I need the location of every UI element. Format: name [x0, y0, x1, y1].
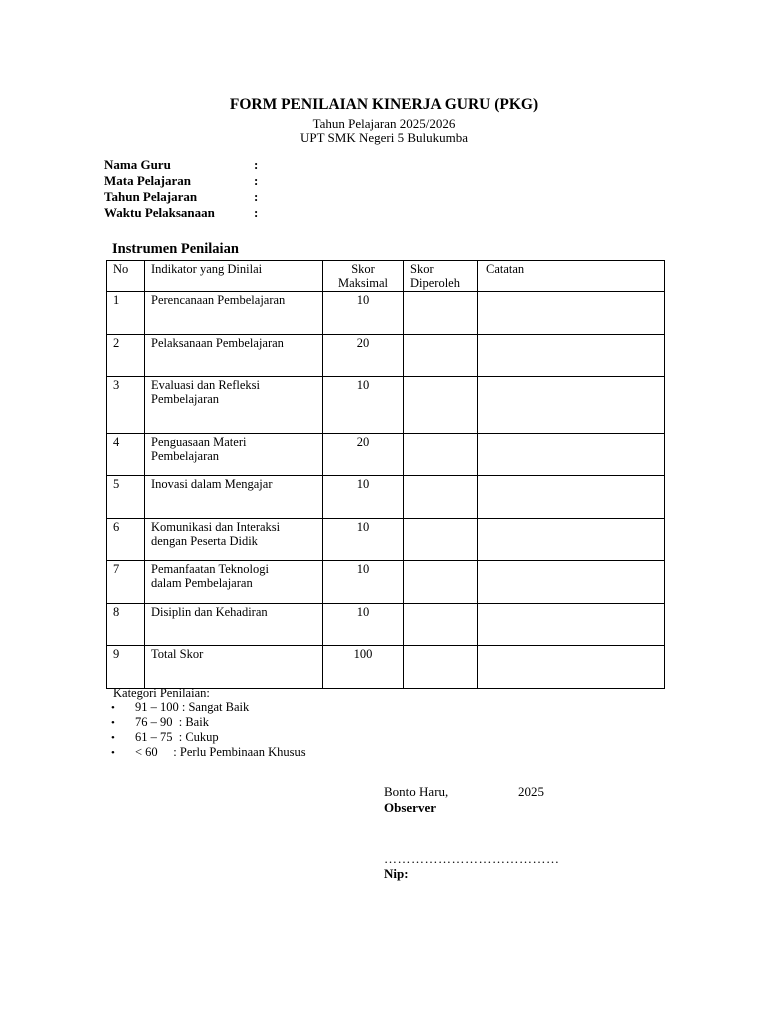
cell-indikator: Disiplin dan Kehadiran — [145, 604, 323, 646]
table-row — [107, 335, 665, 377]
table-header-row — [107, 261, 665, 292]
cell-skor-maksimal: 100 — [323, 646, 404, 689]
table-row — [107, 377, 665, 434]
cell-catatan[interactable] — [478, 519, 665, 561]
cell-indikator: Komunikasi dan Interaksi dengan Peserta Didik — [145, 519, 323, 561]
cell-skor-diperoleh[interactable] — [404, 604, 478, 646]
cell-skor-diperoleh[interactable] — [404, 561, 478, 604]
signature-year: 2025 — [518, 784, 544, 799]
identity-label: Nama Guru — [104, 157, 171, 172]
table-row — [107, 476, 665, 519]
bullet-icon: • — [111, 747, 115, 759]
cell-skor-maksimal: 20 — [323, 434, 404, 476]
identity-row-tahun-pelajaran — [104, 189, 258, 205]
cell-no: 2 — [107, 335, 145, 377]
table-row — [107, 434, 665, 476]
table-row — [107, 604, 665, 646]
cell-no: 5 — [107, 476, 145, 519]
cell-indikator: Penguasaan Materi Pembelajaran — [145, 434, 323, 476]
cell-skor-maksimal: 10 — [323, 377, 404, 434]
cell-catatan[interactable] — [478, 335, 665, 377]
cell-no: 3 — [107, 377, 145, 434]
cell-skor-diperoleh[interactable] — [404, 646, 478, 689]
cell-skor-diperoleh[interactable] — [404, 377, 478, 434]
kategori-title: Kategori Penilaian: — [113, 686, 210, 700]
cell-no: 7 — [107, 561, 145, 604]
table-row-total — [107, 646, 665, 689]
identity-colon: : — [254, 205, 259, 220]
table-row — [107, 292, 665, 335]
cell-indikator: Total Skor — [145, 646, 323, 689]
cell-no: 1 — [107, 292, 145, 335]
kategori-list — [111, 700, 306, 760]
table-row — [107, 561, 665, 604]
cell-catatan[interactable] — [478, 377, 665, 434]
identity-row-mata-pelajaran — [104, 173, 258, 189]
kategori-item: • 76 – 90 : Baik — [111, 715, 209, 729]
cell-no: 9 — [107, 646, 145, 689]
identity-label: Waktu Pelaksanaan — [104, 205, 215, 220]
identity-colon: : — [254, 189, 259, 204]
identity-label: Tahun Pelajaran — [104, 189, 198, 204]
cell-catatan[interactable] — [478, 476, 665, 519]
cell-skor-maksimal: 10 — [323, 519, 404, 561]
signature-nip: Nip: — [384, 866, 409, 881]
cell-skor-diperoleh[interactable] — [404, 335, 478, 377]
signature-role: Observer — [384, 800, 436, 815]
cell-no: 8 — [107, 604, 145, 646]
cell-skor-maksimal: 20 — [323, 335, 404, 377]
cell-catatan[interactable] — [478, 646, 665, 689]
cell-skor-diperoleh[interactable] — [404, 434, 478, 476]
bullet-icon: • — [111, 717, 115, 729]
identity-colon: : — [254, 157, 259, 172]
header-catatan: Catatan — [478, 261, 665, 292]
header-skor-diperoleh: Skor Diperoleh — [404, 261, 478, 292]
table-row — [107, 519, 665, 561]
cell-indikator: Pemanfaatan Teknologi dalam Pembelajaran — [145, 561, 323, 604]
identity-label: Mata Pelajaran — [104, 173, 192, 188]
assessment-table — [106, 260, 665, 689]
signature-place: Bonto Haru, — [384, 784, 449, 799]
section-title: Instrumen Penilaian — [112, 241, 239, 257]
cell-indikator: Perencanaan Pembelajaran — [145, 292, 323, 335]
bullet-icon: • — [111, 702, 115, 714]
kategori-item: • 61 – 75 : Cukup — [111, 730, 219, 744]
cell-catatan[interactable] — [478, 292, 665, 335]
signature-line: ………………………………… — [384, 851, 560, 866]
cell-skor-maksimal: 10 — [323, 561, 404, 604]
form-title: FORM PENILAIAN KINERJA GURU (PKG) — [229, 96, 539, 113]
cell-catatan[interactable] — [478, 561, 665, 604]
cell-skor-maksimal: 10 — [323, 604, 404, 646]
cell-no: 4 — [107, 434, 145, 476]
kategori-item: • 91 – 100 : Sangat Baik — [111, 700, 250, 714]
cell-skor-diperoleh[interactable] — [404, 519, 478, 561]
cell-indikator: Inovasi dalam Mengajar — [145, 476, 323, 519]
identity-row-waktu-pelaksanaan — [104, 205, 258, 221]
cell-catatan[interactable] — [478, 434, 665, 476]
cell-skor-diperoleh[interactable] — [404, 476, 478, 519]
school-year: Tahun Pelajaran 2025/2026 — [312, 116, 456, 131]
cell-skor-maksimal: 10 — [323, 292, 404, 335]
header-skor-maksimal: Skor Maksimal — [323, 261, 404, 292]
header-indikator: Indikator yang Dinilai — [145, 261, 323, 292]
cell-skor-maksimal: 10 — [323, 476, 404, 519]
kategori-item: • < 60 : Perlu Pembinaan Khusus — [111, 745, 306, 759]
identity-row-nama-guru — [104, 157, 258, 173]
header-no: No — [107, 261, 145, 292]
identity-colon: : — [254, 173, 259, 188]
cell-skor-diperoleh[interactable] — [404, 292, 478, 335]
cell-catatan[interactable] — [478, 604, 665, 646]
cell-no: 6 — [107, 519, 145, 561]
cell-indikator: Evaluasi dan Refleksi Pembelajaran — [145, 377, 323, 434]
bullet-icon: • — [111, 732, 115, 744]
school-name: UPT SMK Negeri 5 Bulukumba — [299, 130, 469, 145]
cell-indikator: Pelaksanaan Pembelajaran — [145, 335, 323, 377]
